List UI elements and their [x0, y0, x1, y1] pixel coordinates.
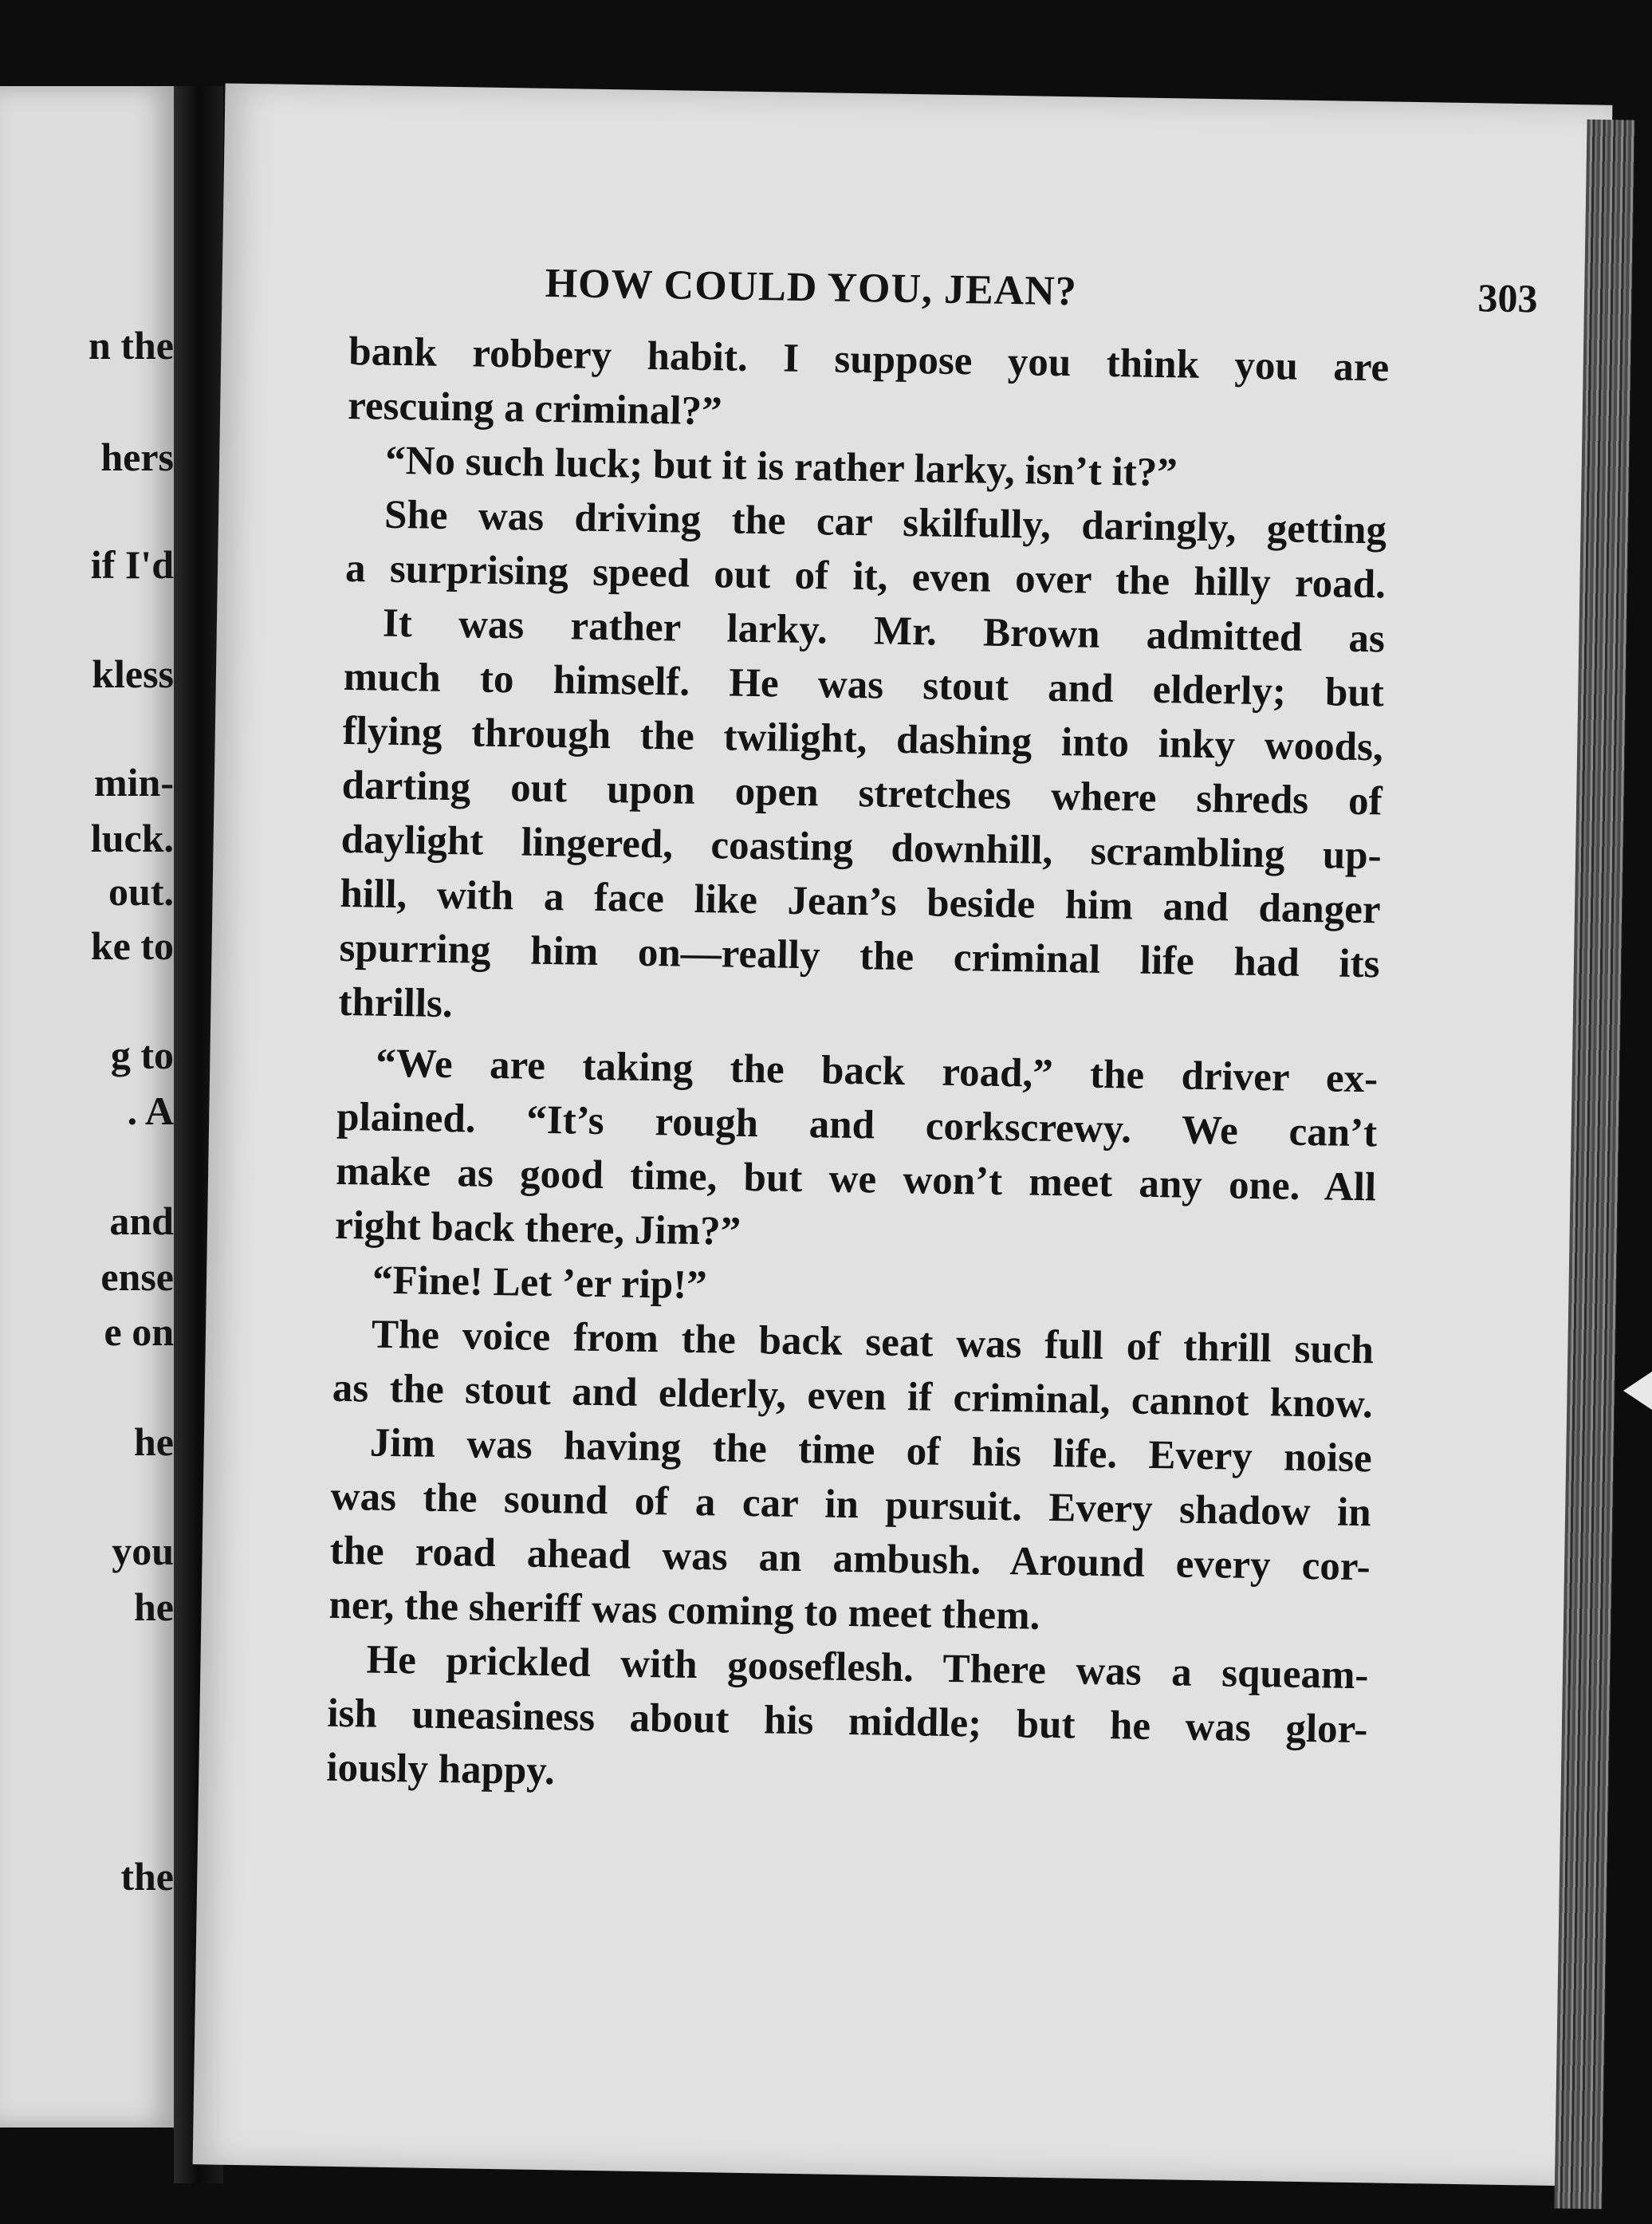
scan-mark: [1623, 1372, 1652, 1410]
left-page-fragment: . A: [127, 1088, 174, 1133]
text-line: “We are taking the back road,” the driver ex-: [375, 1041, 1379, 1102]
text-line: hill, with a face like Jean’s beside him and danger: [340, 871, 1381, 933]
left-page-fragment: out.: [108, 869, 174, 914]
left-page-fragment: kless: [92, 651, 174, 696]
left-page-fragment: luck.: [90, 816, 174, 860]
text-line: much to himself. He was stout and elderly; but: [343, 654, 1385, 716]
text-line: spurring him on—really the criminal life had its: [339, 925, 1380, 987]
left-page-fragment: he: [134, 1584, 174, 1629]
right-page: [193, 83, 1613, 2186]
left-page-fragment: and: [109, 1199, 174, 1243]
body-text: [326, 325, 1390, 1811]
left-page: [0, 86, 174, 2128]
text-line: daylight lingered, coasting downhill, scrambling up-: [340, 817, 1383, 879]
left-page-fragment: min-: [94, 760, 174, 805]
left-page-fragment: the: [120, 1854, 174, 1899]
left-page-fragment: e on: [104, 1309, 174, 1354]
text-line: plained. “It’s rough and corkscrewy. We can’t: [336, 1094, 1378, 1156]
text-line: flying through the twilight, dashing into inky woods,: [342, 708, 1384, 770]
left-page-fragment: n the: [88, 323, 174, 368]
left-page-fragment: he: [134, 1419, 174, 1464]
text-line: It was rather larky. Mr. Brown admitted as: [382, 600, 1386, 662]
text-line: “No such luck; but it is rather larky, isn’t it?”: [384, 438, 1178, 496]
page-number: 303: [1477, 275, 1539, 321]
text-line: as the stout and elderly, even if criminal, cannot know.: [332, 1365, 1374, 1427]
left-page-fragment: g to: [110, 1033, 174, 1077]
text-line: a surprising speed out of it, even over the hilly road.: [344, 545, 1386, 608]
text-line: thrills.: [338, 979, 454, 1027]
text-line: rescuing a criminal?”: [347, 383, 723, 435]
text-line: make as good time, but we won’t meet any one. All: [335, 1148, 1377, 1210]
text-line: bank robbery habit. I suppose you think you are: [348, 329, 1390, 391]
page-header: [333, 257, 1538, 332]
left-page-fragment: ke to: [90, 923, 174, 968]
text-line: “Fine! Let ’er rip!”: [372, 1258, 708, 1309]
left-page-fragment: ense: [100, 1254, 174, 1299]
text-line: ish uneasiness about his middle; but he was glor-: [327, 1691, 1368, 1753]
text-line: He prickled with gooseflesh. There was a squeam-: [366, 1637, 1369, 1699]
left-page-fragment: hers: [100, 435, 174, 479]
text-line: was the sound of a car in pursuit. Every shadow in: [330, 1474, 1372, 1536]
left-page-fragment: if I'd: [90, 542, 174, 587]
text-line: right back there, Jim?”: [334, 1203, 741, 1254]
text-line: Jim was having the time of his life. Every noise: [369, 1420, 1373, 1482]
left-page-fragment: you: [112, 1529, 174, 1573]
running-head: HOW COULD YOU, JEAN?: [545, 260, 1078, 315]
text-line: ner, the sheriff was coming to meet them.: [328, 1582, 1040, 1639]
text-line: darting out upon open stretches where shreds of: [341, 762, 1383, 825]
text-line: the road ahead was an ambush. Around every cor-: [329, 1528, 1371, 1590]
text-line: iously happy.: [326, 1745, 556, 1794]
text-line: She was driving the car skilfully, daringly, getting: [384, 492, 1387, 553]
text-line: The voice from the back seat was full of thrill such: [371, 1312, 1375, 1373]
